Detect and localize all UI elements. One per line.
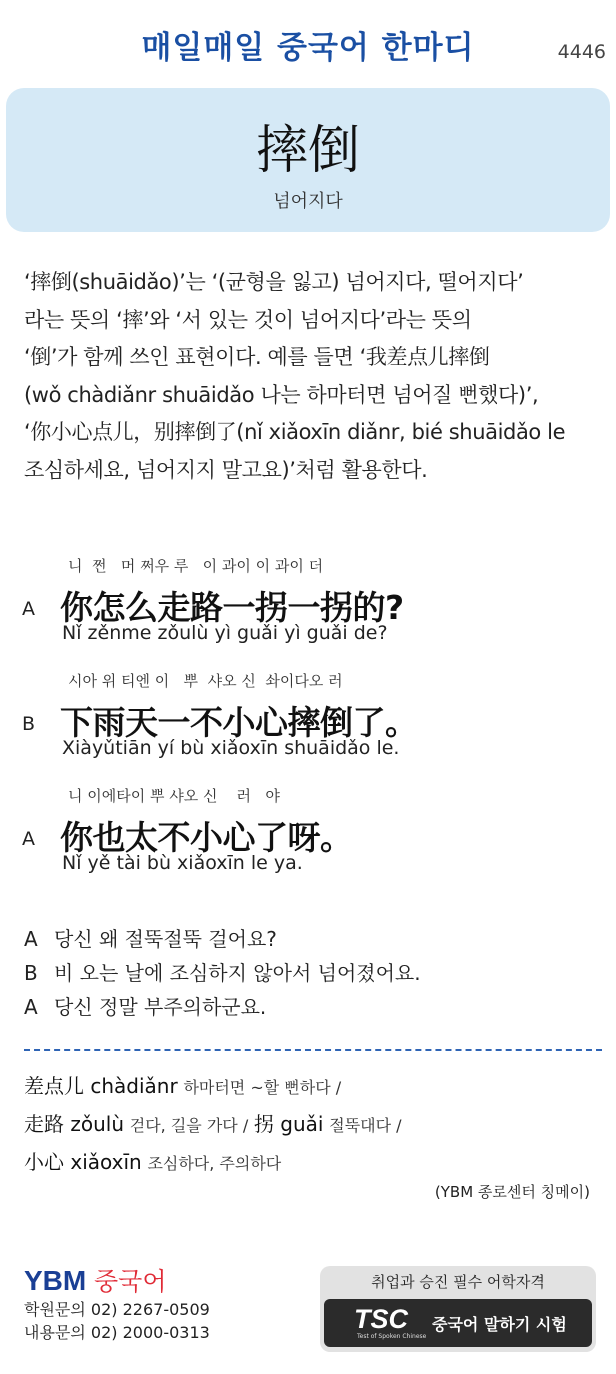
logo-text-ko: 중국어 <box>94 1267 167 1296</box>
vocab-line <box>24 1068 604 1106</box>
tsc-logo: TSC <box>354 1304 408 1334</box>
pinyin-text: Nǐ zěnme zǒulù yì guǎi yì guǎi de? <box>62 622 388 644</box>
vocab-term: 差点儿 chàdiǎnr <box>24 1074 178 1098</box>
explanation-line: 라는 뜻의 ‘摔’와 ‘서 있는 것이 넘어지다’라는 뜻의 <box>24 307 472 332</box>
hero-box <box>6 88 610 232</box>
vocab-term: 小心 xiǎoxīn <box>24 1150 142 1174</box>
speaker-label: A <box>24 927 38 951</box>
badge-tagline: 취업과 승진 필수 어학자격 <box>371 1273 545 1291</box>
contact-content: 내용문의 02) 2000-0313 <box>24 1323 210 1342</box>
vocabulary-list <box>24 1068 604 1182</box>
dialogue <box>22 555 602 900</box>
explanation-paragraph <box>24 264 596 489</box>
speaker-label: B <box>24 961 38 985</box>
vocab-gloss: 조심하다, 주의하다 <box>147 1154 282 1173</box>
hero-meaning: 넘어지다 <box>273 191 343 212</box>
speaker-label: B <box>22 713 36 735</box>
footer-contact <box>24 1262 210 1344</box>
explanation-line: (wǒ chàdiǎnr shuāidǎo 나는 하마터면 넘어질 뻔했다)’, <box>24 382 539 407</box>
vocab-gloss: 걷다, 길을 가다 / <box>129 1116 249 1135</box>
translation-text: 당신 왜 절뚝절뚝 걸어요? <box>54 927 277 951</box>
chinese-sentence: 你怎么走路一拐一拐的? <box>60 588 404 627</box>
chinese-sentence: 下雨天一不小心摔倒了。 <box>60 703 418 742</box>
speaker-label: A <box>22 828 35 850</box>
dashed-divider <box>24 1049 602 1051</box>
pronunciation-guide: 니 이에타이 뿌 샤오 신 러 야 <box>68 787 280 805</box>
translation-block <box>24 922 604 1024</box>
vocab-gloss: 하마터면 ~할 뻔하다 / <box>183 1078 342 1097</box>
page-title: 매일매일 중국어 한마디 <box>141 30 475 66</box>
translation-line <box>24 922 604 956</box>
speaker-label: A <box>22 598 35 620</box>
pinyin-text: Xiàyǔtiān yí bù xiǎoxīn shuāidǎo le. <box>62 737 400 759</box>
speaker-label: A <box>24 995 38 1019</box>
explanation-line: ‘摔倒(shuāidǎo)’는 ‘(균형을 잃고) 넘어지다, 떨어지다’ <box>24 270 524 294</box>
vocab-line <box>24 1106 604 1144</box>
vocab-term: 拐 guǎi <box>253 1112 324 1136</box>
dialogue-line <box>22 555 602 670</box>
dialogue-line <box>22 670 602 785</box>
vocab-line <box>24 1144 604 1182</box>
header <box>0 0 616 80</box>
badge-bar <box>324 1299 592 1347</box>
dialogue-line <box>22 785 602 900</box>
logo-text-en: YBM <box>24 1265 87 1296</box>
translation-text: 비 오는 날에 조심하지 않아서 넘어졌어요. <box>54 961 421 985</box>
issue-number: 4446 <box>557 41 606 63</box>
explanation-line: ‘你小心点儿，别摔倒了(nǐ xiǎoxīn diǎnr, bié shuāidǎo le <box>24 420 566 444</box>
vocab-gloss: 절뚝대다 / <box>329 1116 402 1135</box>
pinyin-text: Nǐ yě tài bù xiǎoxīn le ya. <box>62 852 303 874</box>
badge-exam-name: 중국어 말하기 시험 <box>432 1315 567 1334</box>
explanation-line: ‘倒’가 함께 쓰인 표현이다. 예를 들면 ‘我差点儿摔倒 <box>24 345 490 369</box>
hero-word: 摔倒 <box>255 121 360 181</box>
ybm-logo <box>24 1262 210 1298</box>
translation-text: 당신 정말 부주의하군요. <box>54 995 267 1019</box>
pronunciation-guide: 시아 위 티엔 이 뿌 샤오 신 솨이다오 러 <box>68 672 343 690</box>
pronunciation-guide: 니 쩐 머 쩌우 루 이 과이 이 과이 더 <box>68 557 324 575</box>
translation-line <box>24 956 604 990</box>
tsc-logo-subtitle: Test of Spoken Chinese <box>357 1333 427 1340</box>
author-credit: (YBM 종로센터 칭메이) <box>434 1183 590 1201</box>
vocab-term: 走路 zǒulù <box>24 1112 124 1136</box>
contact-academy: 학원문의 02) 2267-0509 <box>24 1300 210 1319</box>
explanation-line: 조심하세요, 넘어지지 말고요)’처럼 활용한다. <box>24 457 428 482</box>
chinese-sentence: 你也太不小心了呀。 <box>60 818 353 857</box>
tsc-ad-badge <box>320 1266 596 1352</box>
translation-line <box>24 990 604 1024</box>
